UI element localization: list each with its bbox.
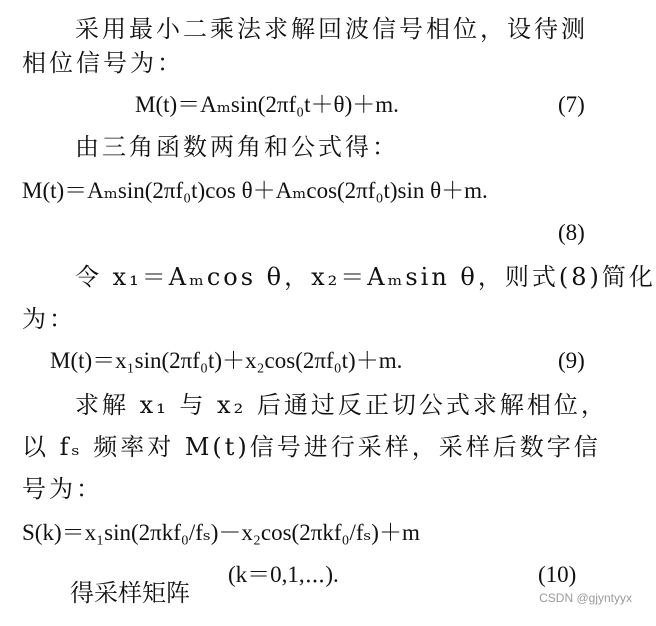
paragraph-text: 令 x₁＝Aₘcos θ，x₂＝Aₘsin θ，则式(8)简化 [75, 263, 656, 291]
paragraph-text: 为： [22, 305, 76, 333]
equation-number: (7) [558, 92, 585, 117]
equation-9: M(t)＝x₁sin(2πf₀t)＋x₂cos(2πf₀t)＋m. [50, 348, 403, 373]
equation-10: S(k)＝x₁sin(2πkf₀/fₛ)－x₂cos(2πkf₀/fₛ)＋m [22, 520, 420, 545]
paragraph-text: 以 fₛ 频率对 M(t)信号进行采样，采样后数字信 [22, 433, 601, 461]
equation-number: (9) [558, 348, 585, 373]
equation-number: (10) [538, 562, 577, 587]
paragraph-text: 由三角函数两角和公式得： [75, 133, 399, 161]
equation-7: M(t)＝Aₘsin(2πf₀t＋θ)＋m. [135, 92, 399, 117]
equation-8: M(t)＝Aₘsin(2πf₀t)cos θ＋Aₘcos(2πf₀t)sin θ＋m. [22, 178, 488, 203]
paragraph-text: 相位信号为： [22, 49, 184, 77]
equation-number: (8) [558, 220, 585, 245]
paragraph-text: 号为： [22, 475, 103, 503]
csdn-watermark: CSDN @gjyntyyx [539, 591, 632, 605]
cropped-next-line: 得采样矩阵 [70, 579, 190, 607]
equation-10-condition: (k＝0,1,⋯). [228, 562, 339, 587]
paragraph-text: 采用最小二乘法求解回波信号相位，设待测 [75, 15, 588, 43]
paragraph-text: 求解 x₁ 与 x₂ 后通过反正切公式求解相位， [75, 391, 608, 419]
